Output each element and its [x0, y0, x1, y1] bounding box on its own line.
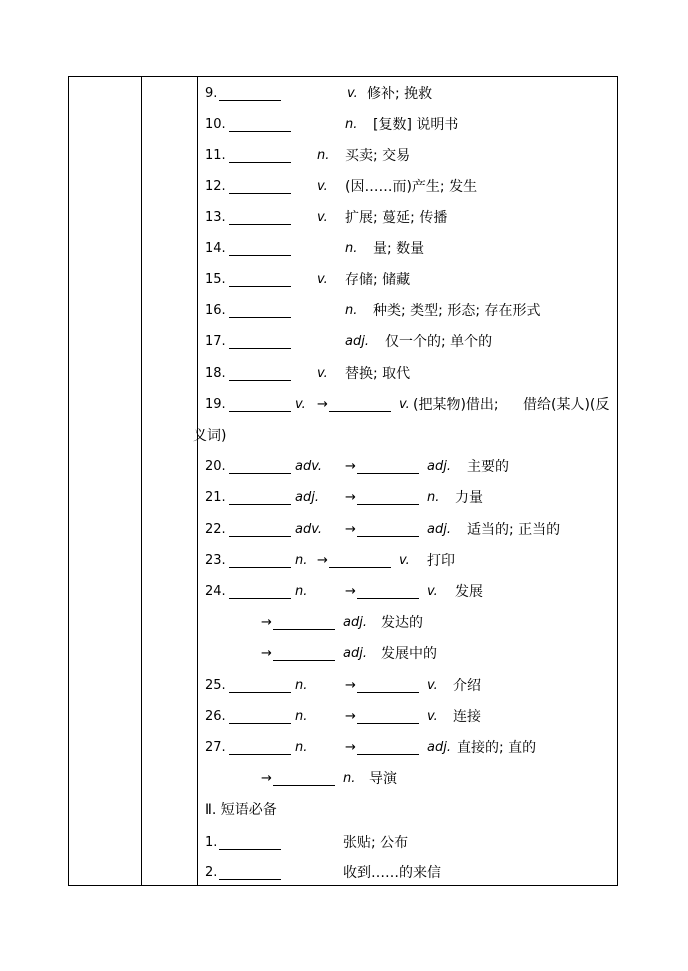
answer-blank[interactable] [229, 255, 291, 256]
arrow-icon: → [261, 771, 272, 786]
answer-blank[interactable] [229, 567, 291, 568]
answer-blank[interactable] [229, 723, 291, 724]
answer-blank[interactable] [229, 473, 291, 474]
answer-blank[interactable] [229, 692, 291, 693]
vocabulary-content: 9. v. 修补; 挽救 10. n. [复数] 说明书 11. n. 买卖; 交易 12. v. (因……而)产生; 发生 13. v. 扩展; 蔓延; 传播 14. n. 量; 数量 15. v. 存储; 储藏 16. n. 种类; 类型; 形态; 存在形式 17. adj. 仅一个的; 单个的 18. v. 替换; 取代 19. v. → v. (把某物)借出; 借给(某人)(反 义词) 20. adv. → adj. 主要的 21. adj. → n. 力量 22. adv. → adj. 适当的; 正当的 23. n. → v. 打印 24. n. → v. 发展 → adj. 发达的 → adj. 发展中的 25. n. → v. 介绍 26. n. → v. 连接 27. n. → adj. 直接的; 直的 → n. 导演 Ⅱ. 短语必备 1. 张贴; 公布 2. 收到……的来信 [193, 86, 610, 881]
answer-blank[interactable] [357, 598, 419, 599]
answer-blank[interactable] [357, 723, 419, 724]
answer-blank[interactable] [219, 100, 281, 101]
answer-blank[interactable] [229, 286, 291, 287]
answer-blank[interactable] [357, 536, 419, 537]
answer-blank[interactable] [229, 224, 291, 225]
answer-blank[interactable] [229, 504, 291, 505]
answer-blank[interactable] [273, 629, 335, 630]
answer-blank[interactable] [229, 348, 291, 349]
answer-blank[interactable] [229, 380, 291, 381]
arrow-icon: → [345, 740, 356, 755]
answer-blank[interactable] [229, 193, 291, 194]
answer-blank[interactable] [229, 317, 291, 318]
arrow-icon: → [317, 397, 328, 412]
arrow-icon: → [345, 709, 356, 724]
answer-blank[interactable] [219, 879, 281, 880]
arrow-icon: → [345, 522, 356, 537]
answer-blank[interactable] [229, 598, 291, 599]
answer-blank[interactable] [229, 162, 291, 163]
answer-blank[interactable] [357, 754, 419, 755]
answer-blank[interactable] [229, 131, 291, 132]
answer-blank[interactable] [273, 660, 335, 661]
arrow-icon: → [261, 615, 272, 630]
answer-blank[interactable] [229, 411, 291, 412]
arrow-icon: → [317, 553, 328, 568]
answer-blank[interactable] [273, 785, 335, 786]
answer-blank[interactable] [219, 849, 281, 850]
answer-blank[interactable] [229, 754, 291, 755]
arrow-icon: → [345, 459, 356, 474]
answer-blank[interactable] [357, 692, 419, 693]
arrow-icon: → [261, 646, 272, 661]
answer-blank[interactable] [329, 411, 391, 412]
answer-blank[interactable] [229, 536, 291, 537]
answer-blank[interactable] [329, 567, 391, 568]
worksheet-table [68, 76, 618, 886]
answer-blank[interactable] [357, 504, 419, 505]
arrow-icon: → [345, 490, 356, 505]
answer-blank[interactable] [357, 473, 419, 474]
arrow-icon: → [345, 678, 356, 693]
arrow-icon: → [345, 584, 356, 599]
column-divider-1 [141, 77, 142, 885]
